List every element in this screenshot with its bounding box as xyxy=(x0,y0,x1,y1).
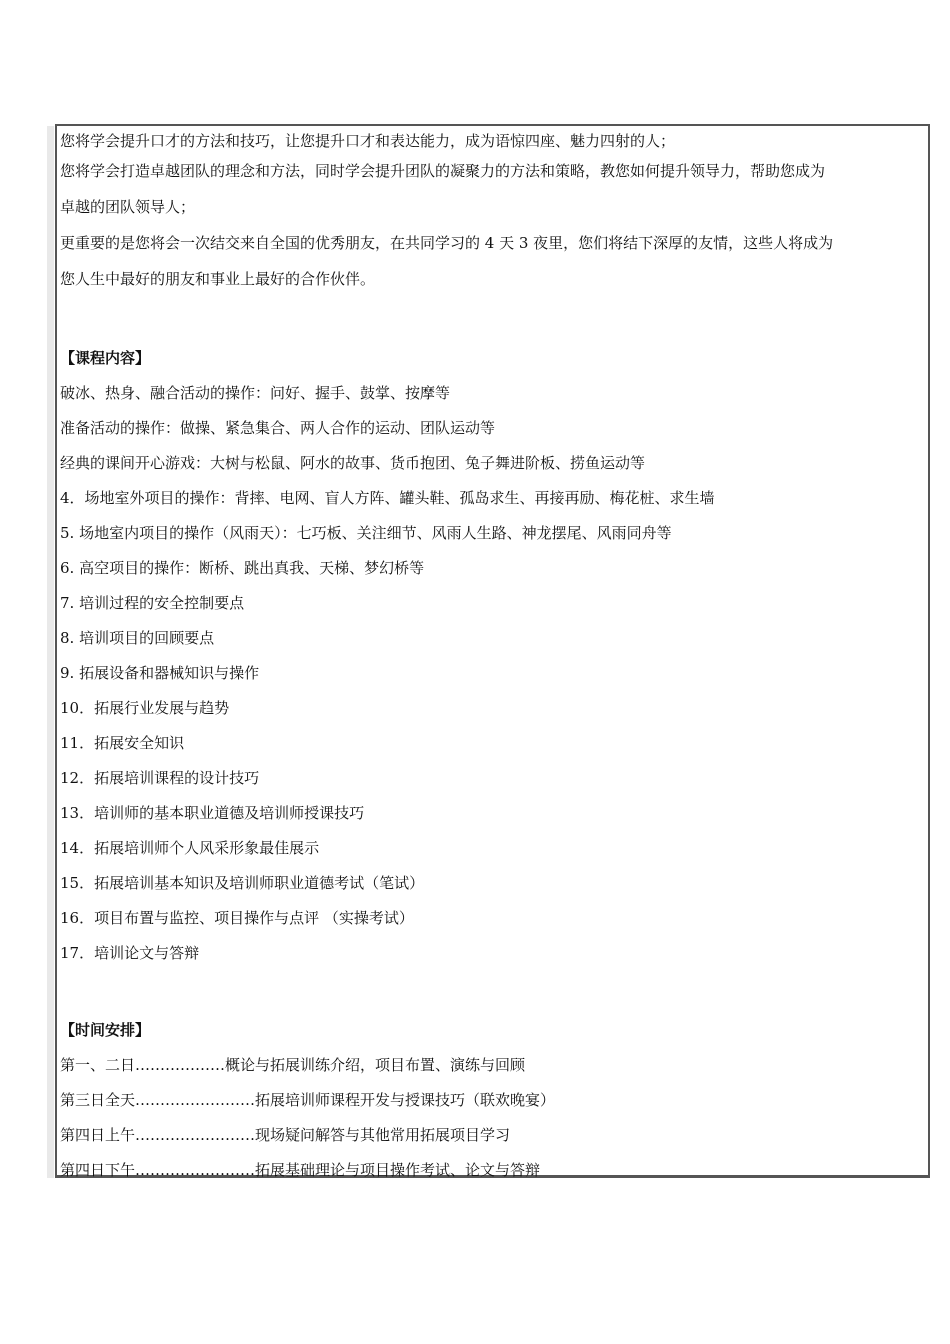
course-item: 7. 培训过程的安全控制要点 xyxy=(60,594,245,612)
intro-paragraph xyxy=(60,126,920,305)
course-item: 破冰、热身、融合活动的操作：问好、握手、鼓掌、按摩等 xyxy=(60,384,451,402)
course-item: 4．场地室外项目的操作：背摔、电网、盲人方阵、罐头鞋、孤岛求生、再接再励、梅花桩、求生墙 xyxy=(60,489,715,507)
intro-line: 更重要的是您将会一次结交来自全国的优秀朋友，在共同学习的 4 天 3 夜里，您们将结下深厚的友情，这些人将成为 xyxy=(60,234,834,252)
course-item: 经典的课间开心游戏：大树与松鼠、阿水的故事、货币抱团、兔子舞进阶板、捞鱼运动等 xyxy=(60,454,646,472)
course-item: 12．拓展培训课程的设计技巧 xyxy=(60,769,260,787)
schedule-section xyxy=(60,1020,920,1195)
schedule-heading: 【时间安排】 xyxy=(60,1021,151,1039)
intro-line: 您将学会打造卓越团队的理念和方法，同时学会提升团队的凝聚力的方法和策略，教您如何提升领导力，帮助您成为 xyxy=(60,162,826,180)
course-item: 9. 拓展设备和器械知识与操作 xyxy=(60,664,260,682)
schedule-item: 第一、二日………………概论与拓展训练介绍，项目布置、演练与回顾 xyxy=(60,1056,526,1074)
course-item: 6. 高空项目的操作：断桥、跳出真我、天梯、梦幻桥等 xyxy=(60,559,425,577)
course-item: 14．拓展培训师个人风采形象最佳展示 xyxy=(60,839,320,857)
course-item: 17．培训论文与答辩 xyxy=(60,944,200,962)
intro-line: 您人生中最好的朋友和事业上最好的合作伙伴。 xyxy=(60,270,376,288)
course-item: 准备活动的操作：做操、紧急集合、两人合作的运动、团队运动等 xyxy=(60,419,496,437)
course-item: 16．项目布置与监控、项目操作与点评 （实操考试） xyxy=(60,909,414,927)
left-margin-rule xyxy=(47,126,54,1178)
schedule-item: 第三日全天……………………拓展培训师课程开发与授课技巧（联欢晚宴） xyxy=(60,1091,556,1109)
course-content-heading: 【课程内容】 xyxy=(60,349,151,367)
course-item: 13．培训师的基本职业道德及培训师授课技巧 xyxy=(60,804,365,822)
document-table-cell xyxy=(55,124,930,1178)
schedule-item: 第四日上午……………………现场疑问解答与其他常用拓展项目学习 xyxy=(60,1126,511,1144)
course-item: 5. 场地室内项目的操作（风雨天）：七巧板、关注细节、风雨人生路、神龙摆尾、风雨同舟等 xyxy=(60,524,672,542)
course-item: 10．拓展行业发展与趋势 xyxy=(60,699,230,717)
schedule-item: 第四日下午……………………拓展基础理论与项目操作考试、论文与答辩 xyxy=(60,1161,541,1179)
course-content-section xyxy=(60,348,920,978)
intro-line: 卓越的团队领导人； xyxy=(60,198,196,216)
intro-line: 您将学会提升口才的方法和技巧，让您提升口才和表达能力，成为语惊四座、魅力四射的人； xyxy=(60,132,676,150)
course-item: 15．拓展培训基本知识及培训师职业道德考试（笔试） xyxy=(60,874,425,892)
course-item: 11．拓展安全知识 xyxy=(60,734,185,752)
course-item: 8. 培训项目的回顾要点 xyxy=(60,629,215,647)
